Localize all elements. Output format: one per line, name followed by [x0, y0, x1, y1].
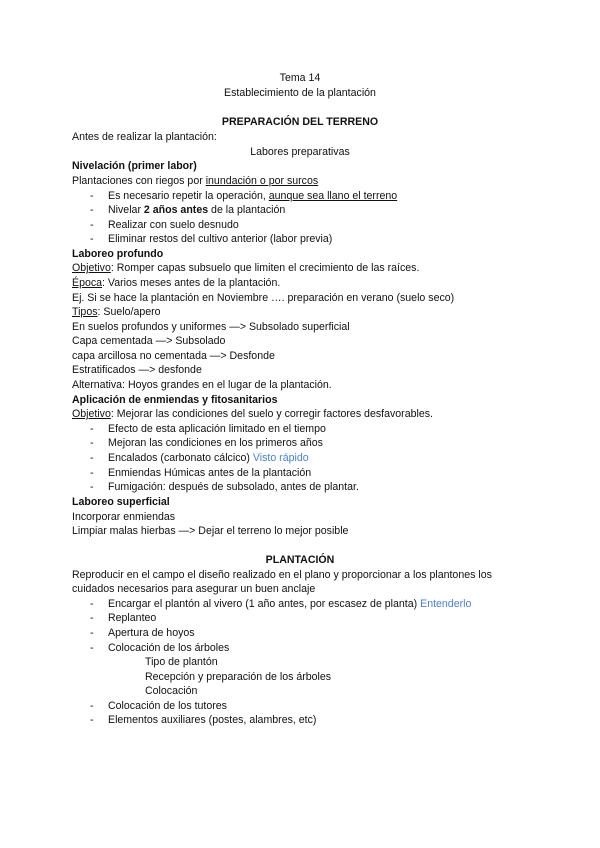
bullet-dash: -: [90, 437, 94, 449]
list-item-text: Nivelar: [108, 204, 144, 216]
enmiendas-objetivo: [72, 407, 433, 421]
list-item: [90, 232, 332, 246]
list-item: [90, 597, 471, 611]
section-title-preparacion: PREPARACIÓN DEL TERRENO: [221, 116, 379, 128]
enmiendas-heading: Aplicación de enmiendas y fitosanitarios: [72, 394, 278, 406]
bullet-dash: -: [90, 481, 94, 493]
objetivo-text: : Mejorar las condiciones del suelo y corregir factores desfavorables.: [110, 408, 433, 420]
laboreo-profundo-heading: Laboreo profundo: [72, 248, 164, 260]
list-item-text: Es necesario repetir la operación,: [108, 190, 269, 202]
bullet-dash: -: [90, 627, 94, 639]
list-item-text: Encargar el plantón al vivero (1 año antes, por escasez de planta): [108, 598, 421, 610]
profundo-tipos: [72, 305, 161, 319]
bullet-dash: -: [90, 714, 94, 726]
objetivo-text: : Romper capas subsuelo que limiten el crecimiento de las raíces.: [110, 262, 420, 274]
epoca-label: Época: [72, 277, 103, 289]
list-item: [90, 641, 229, 655]
tipos-label: Tipos: [72, 306, 98, 318]
bullet-dash: -: [90, 612, 94, 624]
list-item: [90, 699, 227, 713]
list-item-text: Realizar con suelo desnudo: [108, 219, 239, 231]
list-item: [90, 466, 311, 480]
profundo-epoca: [72, 276, 280, 290]
superficial-line: Incorporar enmiendas: [72, 511, 176, 523]
sub-item: Colocación: [145, 685, 198, 697]
profundo-ejemplo: Ej. Si se hace la plantación en Noviembre …. preparación en verano (suelo seco): [72, 292, 455, 304]
labores-heading: Labores preparativas: [250, 146, 350, 158]
nivelacion-heading: Nivelación (primer labor): [72, 160, 197, 172]
sub-item: Tipo de plantón: [145, 656, 218, 668]
list-item-text: Encalados (carbonato cálcico): [108, 452, 253, 464]
list-item: [90, 480, 359, 494]
list-item: [90, 626, 195, 640]
plantacion-intro-1: Reproducir en el campo el diseño realizado en el plano y proporcionar a los plantones los: [72, 569, 492, 581]
list-item: [90, 713, 316, 727]
list-item-text: Fumigación: después de subsolado, antes de plantar.: [108, 481, 359, 493]
list-item: [90, 203, 285, 217]
bullet-dash: -: [90, 233, 94, 245]
list-item-text: Elementos auxiliares (postes, alambres, etc): [108, 714, 317, 726]
list-item-underlined: aunque sea llano el terreno: [268, 190, 398, 202]
topic-number: Tema 14: [279, 72, 321, 84]
nivelacion-line: [72, 174, 318, 188]
list-item-text: Replanteo: [108, 612, 157, 624]
list-item-text: de la plantación: [208, 204, 286, 216]
profundo-objetivo: [72, 261, 419, 275]
bullet-dash: -: [90, 452, 94, 464]
plantacion-intro-2: cuidados necesarios para asegurar un buen anclaje: [72, 583, 316, 595]
list-item-text: Enmiendas Húmicas antes de la plantación: [108, 467, 312, 479]
entenderlo-link[interactable]: Entenderlo: [420, 598, 472, 610]
laboreo-superficial-heading: Laboreo superficial: [72, 496, 170, 508]
list-item-text: Colocación de los árboles: [108, 642, 230, 654]
list-item: [90, 422, 326, 436]
tipos-text: : Suelo/apero: [97, 306, 161, 318]
intro-text: Antes de realizar la plantación:: [72, 131, 217, 143]
bullet-dash: -: [90, 423, 94, 435]
list-item-text: Colocación de los tutores: [108, 700, 227, 712]
objetivo-label: Objetivo: [72, 408, 111, 420]
sub-item: Recepción y preparación de los árboles: [145, 671, 332, 683]
section-title-plantacion: PLANTACIÓN: [265, 554, 335, 566]
tipo-line: Estratificados —> desfonde: [72, 364, 202, 376]
tipo-line: En suelos profundos y uniformes —> Subsolado superficial: [72, 321, 350, 333]
bullet-dash: -: [90, 642, 94, 654]
nivelacion-line-text: Plantaciones con riegos por: [72, 175, 206, 187]
list-item-text: Mejoran las condiciones en los primeros años: [108, 437, 323, 449]
document-subtitle: Establecimiento de la plantación: [224, 87, 376, 99]
bullet-dash: -: [90, 219, 94, 231]
epoca-text: : Varios meses antes de la plantación.: [102, 277, 281, 289]
list-item: [90, 436, 323, 450]
objetivo-label: Objetivo: [72, 262, 111, 274]
tipo-line: Capa cementada —> Subsolado: [72, 335, 226, 347]
list-item-bold: 2 años antes: [143, 204, 209, 216]
bullet-dash: -: [90, 598, 94, 610]
list-item-text: Apertura de hoyos: [108, 627, 195, 639]
visto-rapido-link[interactable]: Visto rápido: [252, 452, 309, 464]
nivelacion-line-underlined: inundación o por surcos: [205, 175, 319, 187]
list-item-text: Efecto de esta aplicación limitado en el tiempo: [108, 423, 326, 435]
bullet-dash: -: [90, 467, 94, 479]
list-item-text: Eliminar restos del cultivo anterior (labor previa): [108, 233, 333, 245]
alternativa-line: Alternativa: Hoyos grandes en el lugar de la plantación.: [72, 379, 332, 391]
superficial-line: Limpiar malas hierbas —> Dejar el terreno lo mejor posible: [72, 525, 349, 537]
bullet-dash: -: [90, 190, 94, 202]
list-item: [90, 189, 397, 203]
bullet-dash: -: [90, 700, 94, 712]
list-item: [90, 451, 309, 465]
list-item: [90, 218, 239, 232]
list-item: [90, 611, 156, 625]
bullet-dash: -: [90, 204, 94, 216]
tipo-line: capa arcillosa no cementada —> Desfonde: [72, 350, 275, 362]
